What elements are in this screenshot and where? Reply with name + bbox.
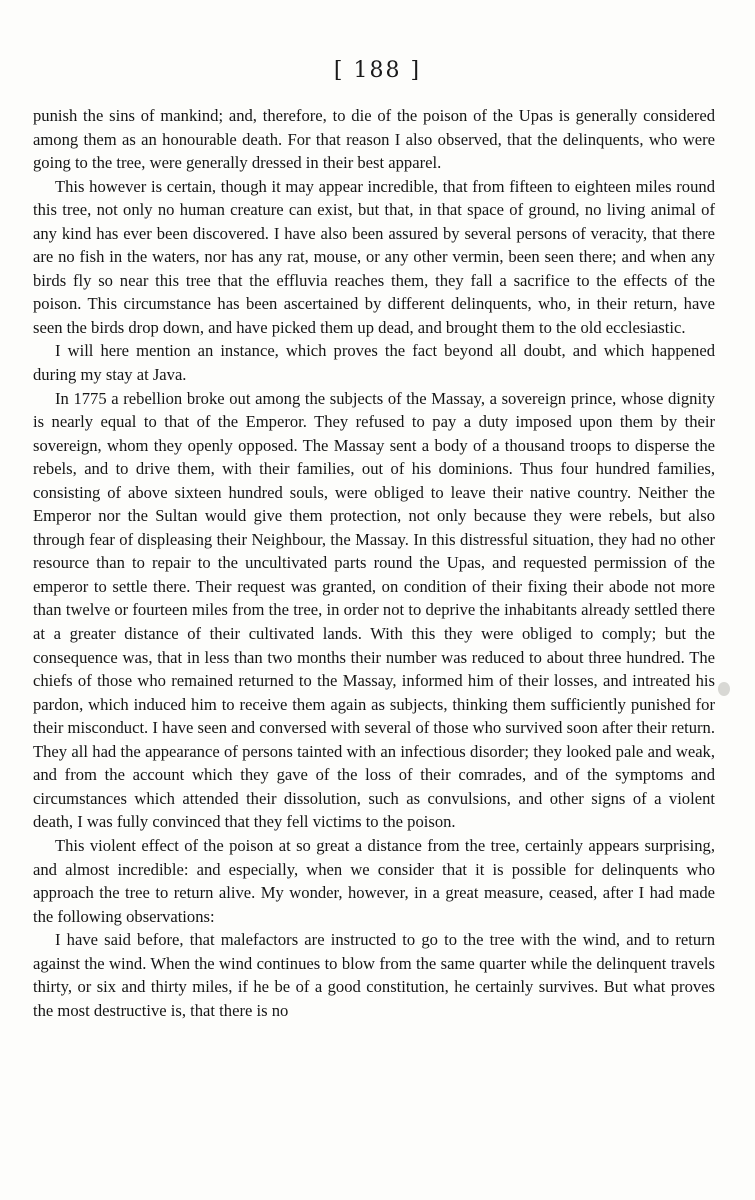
body-text [33,104,715,1022]
paragraph-6: I have said before, that malefactors are instructed to go to the tree with the wind, and to return against the wind. When the wind continues to blow from the same quarter while the delinquent travels thirty, or six and thirty miles, if he be of a good constitution, he certainly survives. But what proves the most destructive is, that there is no [33,930,715,1020]
paragraph-4: In 1775 a rebellion broke out among the subjects of the Massay, a sovereign prince, whose dignity is nearly equal to that of the Emperor. They refused to pay a duty imposed upon them by their sovereign, whom they openly opposed. The Massay sent a body of a thousand troops to disperse the rebels, and to drive them, with their families, out of his dominions. Thus four hundred families, consisting of above sixteen hundred souls, were obliged to leave their native country. Neither the Emperor nor the Sultan would give them protection, not only because they were rebels, but also through fear of displeasing their Neighbour, the Massay. In this distressful situation, they had no other resource than to repair to the uncultivated parts round the Upas, and requested permission of the emperor to settle there. Their request was granted, on condition of their fixing their abode not more than twelve or fourteen miles from the tree, in order not to deprive the inhabitants already settled there at a greater distance of their cultivated lands. With this they were obliged to comply; but the consequence was, that in less than two months their number was reduced to about three hundred. The chiefs of those who remained returned to the Massay, informed him of their losses, and intreated his pardon, which induced him to receive them again as subjects, thinking them sufficiently punished for their misconduct. I have seen and conversed with several of those who survived soon after their return. They all had the appearance of persons tainted with an infectious disorder; they looked pale and weak, and from the account which they gave of the loss of their comrades, and of the symptoms and circumstances which attended their dissolution, such as convulsions, and other signs of a violent death, I was fully convinced that they fell victims to the poison. [33,388,715,832]
paragraph-3: I will here mention an instance, which proves the fact beyond all doubt, and which happened during my stay at Java. [33,341,715,385]
paragraph-1: punish the sins of mankind; and, therefore, to die of the poison of the Upas is generally considered among them as an honourable death. For that reason I also observed, that the delinquents, who were going to the tree, were generally dressed in their best apparel. [33,106,715,173]
paper-blemish [718,682,730,696]
page-number: [ 188 ] [333,58,422,83]
paragraph-5: This violent effect of the poison at so great a distance from the tree, certainly appears surprising, and almost incredible: and especially, when we consider that it is possible for delinquents who approach the tree to return alive. My wonder, however, in a great measure, ceased, after I had made the following observations: [33,835,715,926]
paragraph-2: This however is certain, though it may appear incredible, that from fifteen to eighteen miles round this tree, not only no human creature can exist, but that, in that space of ground, no living animal of any kind has ever been discovered. I have also been assured by several persons of veracity, that there are no fish in the waters, nor has any rat, mouse, or any other vermin, been seen there; and when any birds fly so near this tree that the effluvia reaches them, they fall a sacrifice to the effects of the poison. This circumstance has been ascertained by different delinquents, who, in their return, have seen the birds drop down, and have picked them up dead, and brought them to the old ecclesiastic. [33,176,715,337]
